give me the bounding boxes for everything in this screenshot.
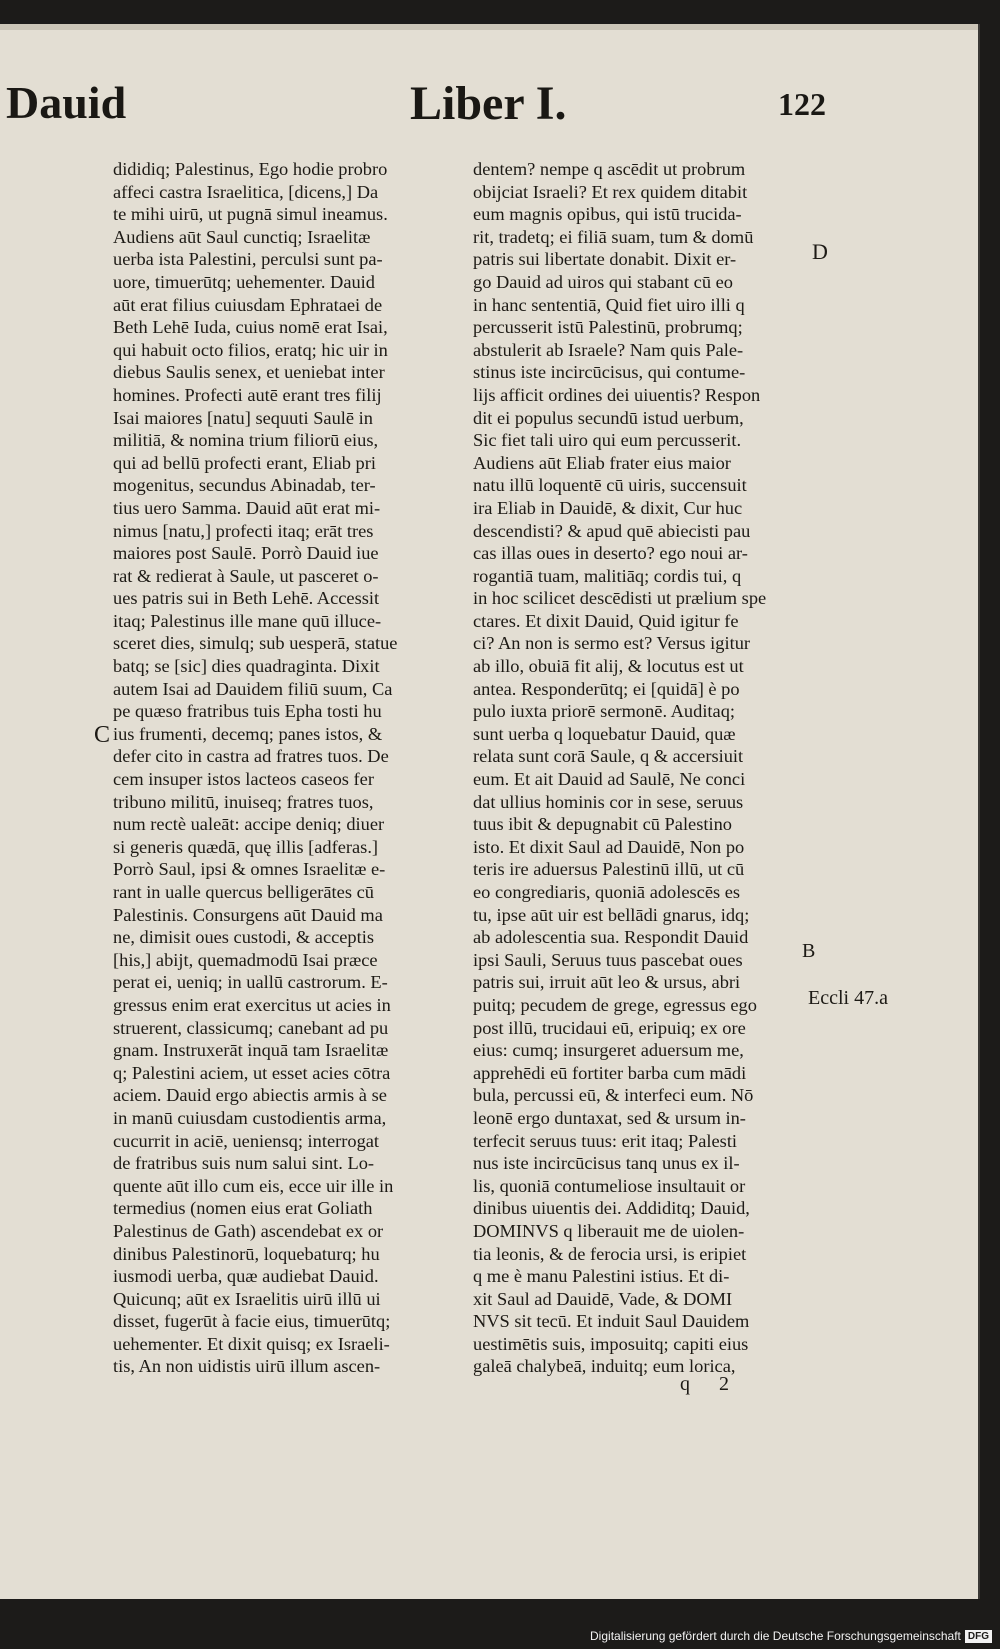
- text-line: percusserit istū Palestinū, probrumq;: [473, 317, 743, 338]
- text-line: go Dauid ad uiros qui stabant cū eo: [473, 271, 733, 292]
- text-line: maiores post Saulē. Porrò Dauid iue: [113, 543, 379, 564]
- text-line: ipsi Sauli, Seruus tuus pascebat oues: [473, 949, 743, 970]
- text-line: rant in ualle quercus belligerātes cū: [113, 882, 374, 902]
- signature-mark: q 2: [680, 1373, 741, 1395]
- text-line: te mihi uirū, ut pugnā simul ineamus.: [113, 204, 388, 225]
- text-column-left: [113, 158, 459, 1378]
- text-line: leonē ergo duntaxat, sed & ursum in-: [473, 1107, 746, 1128]
- text-line: [his,] abijt, quemadmodū Isai præce: [113, 949, 378, 970]
- text-line: Beth Lehē Iuda, cuius nomē erat Isai,: [113, 317, 388, 338]
- text-line: abstulerit ab Israele? Nam quis Pale-: [473, 339, 744, 360]
- text-line: affeci castra Israelitica, [dicens,] Da: [113, 181, 379, 202]
- text-line: tia leonis, & de ferocia ursi, is eripiet: [473, 1243, 747, 1264]
- text-line: xit Saul ad Dauidē, Vade, & DOMI: [473, 1288, 733, 1309]
- margin-letter-b: B: [802, 940, 816, 962]
- running-head-left: Dauid: [6, 77, 127, 128]
- text-line: post illū, trucidaui eū, eripuiq; ex ore: [473, 1017, 746, 1038]
- text-line: defer cito in castra ad fratres tuos. De: [113, 746, 389, 767]
- text-line: patris sui, irruit aūt leo & ursus, abri: [473, 972, 741, 993]
- folio-number: 122: [778, 86, 826, 122]
- text-line: cem insuper istos lacteos caseos fer: [113, 769, 374, 790]
- text-line: eum magnis opibus, qui istū trucida-: [473, 204, 742, 225]
- text-line: rogantiā tuam, malitiāq; cordis tui, q: [473, 565, 742, 586]
- text-line: stinus iste incircūcisus, qui contume-: [473, 362, 746, 383]
- text-line: q; Palestini aciem, ut esset acies cōtra: [113, 1062, 391, 1083]
- text-line: aūt erat filius cuiusdam Ephrataei de: [113, 294, 383, 315]
- margin-letter-c: C: [94, 722, 111, 748]
- text-line: pe quæso fratribus tuis Epha tosti hu: [113, 701, 382, 722]
- text-line: rit, tradetq; ei filiā suam, tum & domū: [473, 226, 754, 247]
- text-line: homines. Profecti autē erant tres filij: [113, 384, 382, 405]
- text-line: quente aūt illo cum eis, ecce uir ille in: [113, 1175, 394, 1196]
- text-line: militiā, & nomina trium filiorū eius,: [113, 430, 379, 451]
- text-line: bula, percussi eū, & interfeci eum. Nō: [473, 1085, 754, 1106]
- text-line: gnam. Instruxerāt inquā tam Israelitæ: [113, 1040, 389, 1061]
- text-line: disset, fugerūt à facie eius, timuerūtq;: [113, 1311, 391, 1332]
- text-line: descendisti? & apud quē abiecisti pau: [473, 520, 751, 541]
- text-line: Isai maiores [natu] sequuti Saulē in: [113, 407, 373, 428]
- text-line: in hanc sententiā, Quid fiet uiro illi q: [473, 294, 745, 315]
- text-line: q me è manu Palestini istius. Et di-: [473, 1266, 730, 1287]
- text-line: qui habuit octo filios, eratq; hic uir in: [113, 339, 388, 360]
- text-line: eum. Et ait Dauid ad Saulē, Ne conci: [473, 769, 746, 790]
- text-line: batq; se [sic] dies quadraginta. Dixit: [113, 656, 380, 677]
- text-line: in manū cuiusdam custodientis arma,: [113, 1107, 387, 1128]
- text-line: de fratribus suis num salui sint. Lo-: [113, 1153, 375, 1174]
- text-line: tis, An non uidistis uirū illum ascen-: [113, 1356, 381, 1377]
- text-line: iusmodi uerba, quæ audiebat Dauid.: [113, 1266, 379, 1287]
- text-line: termedius (nomen eius erat Goliath: [113, 1198, 373, 1219]
- text-line: uore, timuerūtq; uehementer. Dauid: [113, 271, 375, 292]
- text-line: nus iste incircūcisus tanq unus ex il-: [473, 1153, 740, 1174]
- text-line: num rectè ualeāt: accipe deniq; diuer: [113, 814, 385, 835]
- text-line: uehementer. Et dixit quisq; ex Israeli-: [113, 1333, 390, 1354]
- running-head-center: Liber I.: [410, 77, 567, 130]
- text-line: dinibus Palestinorū, loquebaturq; hu: [113, 1243, 380, 1264]
- text-line: ius frumenti, decemq; panes istos, &: [113, 723, 383, 744]
- text-line: tribuno militū, inuiseq; fratres tuos,: [113, 791, 374, 812]
- text-line: perat ei, ueniq; in uallū castrorum. E-: [113, 972, 388, 993]
- text-line: patris sui libertate donabit. Dixit er-: [473, 249, 737, 270]
- text-line: Palestinis. Consurgens aūt Dauid ma: [113, 904, 383, 925]
- text-line: cucurrit in aciē, ueniensq; interrogat: [113, 1130, 380, 1151]
- text-line: ab adolescentia sua. Respondit Dauid: [473, 927, 749, 948]
- text-line: dididiq; Palestinus, Ego hodie probro: [113, 159, 388, 179]
- text-line: ira Eliab in Dauidē, & dixit, Cur huc: [473, 497, 743, 518]
- text-line: sunt uerba q loquebatur Dauid, quæ: [473, 723, 736, 744]
- text-line: rat & redierat à Saule, ut pasceret o-: [113, 565, 379, 586]
- text-line: uestimētis suis, imposuitq; capiti eius: [473, 1333, 749, 1354]
- book-page: [0, 24, 980, 1599]
- text-line: eo congrediaris, quoniā adolescēs es: [473, 882, 741, 902]
- text-line: antea. Responderūtq; ei [quidā] è po: [473, 678, 740, 699]
- text-line: si generis quædā, quę illis [adferas.]: [113, 836, 379, 857]
- text-line: pulo iuxta priorē sermonē. Auditaq;: [473, 701, 736, 722]
- text-line: ab illo, obuiā fit alij, & locutus est ut: [473, 656, 744, 677]
- text-column-right: [473, 158, 819, 1378]
- text-line: aciem. Dauid ergo abiectis armis à se: [113, 1085, 387, 1106]
- text-line: Audiens aūt Saul cunctiq; Israelitæ: [113, 226, 371, 247]
- text-line: dinibus uiuentis dei. Addiditq; Dauid,: [473, 1198, 750, 1219]
- page-edge: [0, 24, 978, 30]
- text-line: galeā chalybeā, induitq; eum lorica,: [473, 1356, 736, 1377]
- text-line: gressus enim erat exercitus ut acies in: [113, 994, 391, 1015]
- margin-reference: Eccli 47.a: [808, 987, 888, 1009]
- text-line: Audiens aūt Eliab frater eius maior: [473, 452, 731, 473]
- text-line: isto. Et dixit Saul ad Dauidē, Non po: [473, 836, 745, 857]
- text-line: mogenitus, secundus Abinadab, ter-: [113, 475, 376, 496]
- text-line: relata sunt corā Saule, q & accersiuit: [473, 746, 744, 767]
- text-line: lijs afficit ordines dei uiuentis? Respon: [473, 384, 761, 405]
- footer-credit: [590, 1629, 992, 1643]
- text-line: ctares. Et dixit Dauid, Quid igitur fe: [473, 610, 739, 631]
- text-line: tu, ipse aūt uir est bellādi gnarus, idq;: [473, 904, 750, 925]
- text-line: DOMINVS q liberauit me de uiolen-: [473, 1220, 745, 1241]
- text-line: diebus Saulis senex, et ueniebat inter: [113, 362, 385, 383]
- text-line: nimus [natu,] profecti itaq; erāt tres: [113, 520, 374, 541]
- dfg-logo: DFG: [965, 1630, 992, 1643]
- text-line: puitq; pecudem de grege, egressus ego: [473, 994, 757, 1015]
- text-line: ues patris sui in Beth Lehē. Accessit: [113, 588, 380, 609]
- text-line: NVS sit tecū. Et induit Saul Dauidem: [473, 1311, 750, 1332]
- text-line: Quicunq; aūt ex Israelitis uirū illū ui: [113, 1288, 381, 1309]
- footer-text: Digitalisierung gefördert durch die Deutsche Forschungsgemeinschaft: [590, 1629, 961, 1643]
- text-line: itaq; Palestinus ille mane quū illuce-: [113, 610, 382, 631]
- text-line: dentem? nempe q ascēdit ut probrum: [473, 159, 746, 179]
- text-line: teris ire aduersus Palestinū illū, ut cū: [473, 859, 745, 880]
- text-line: natu illū loquentē cū uiris, succensuit: [473, 475, 747, 496]
- text-line: lis, quoniā contumeliose insultauit or: [473, 1175, 746, 1196]
- text-line: cas illas oues in deserto? ego noui ar-: [473, 543, 748, 564]
- text-line: dat ullius hominis cor in sese, seruus: [473, 791, 744, 812]
- text-line: uerba ista Palestini, perculsi sunt pa-: [113, 249, 383, 270]
- text-line: obijciat Israeli? Et rex quidem ditabit: [473, 181, 748, 202]
- text-line: Palestinus de Gath) ascendebat ex or: [113, 1220, 384, 1241]
- text-line: tius uero Samma. Dauid aūt erat mi-: [113, 497, 381, 518]
- text-line: eius: cumq; insurgeret aduersum me,: [473, 1040, 744, 1061]
- margin-letter-d: D: [812, 239, 828, 264]
- text-line: tuus ibit & depugnabit cū Palestino: [473, 814, 732, 835]
- text-line: autem Isai ad Dauidem filiū suum, Ca: [113, 678, 393, 699]
- text-line: dit ei populus secundū istud uerbum,: [473, 407, 744, 428]
- text-line: struerent, classicumq; canebant ad pu: [113, 1017, 389, 1038]
- text-line: Porrò Saul, ipsi & omnes Israelitæ e-: [113, 859, 386, 880]
- text-line: Sic fiet tali uiro qui eum percusserit.: [473, 430, 742, 451]
- text-line: ci? An non is sermo est? Versus igitur: [473, 633, 751, 654]
- text-line: in hoc scilicet descēdisti ut prælium spe: [473, 588, 767, 609]
- text-line: ne, dimisit oues custodi, & acceptis: [113, 927, 374, 948]
- text-line: apprehēdi eū fortiter barba cum mādi: [473, 1062, 747, 1083]
- text-line: terfecit seruus tuus: erit itaq; Palesti: [473, 1130, 738, 1151]
- text-line: sceret dies, simulq; sub uesperā, statue: [113, 633, 398, 654]
- text-line: qui ad bellū profecti erant, Eliab pri: [113, 452, 376, 473]
